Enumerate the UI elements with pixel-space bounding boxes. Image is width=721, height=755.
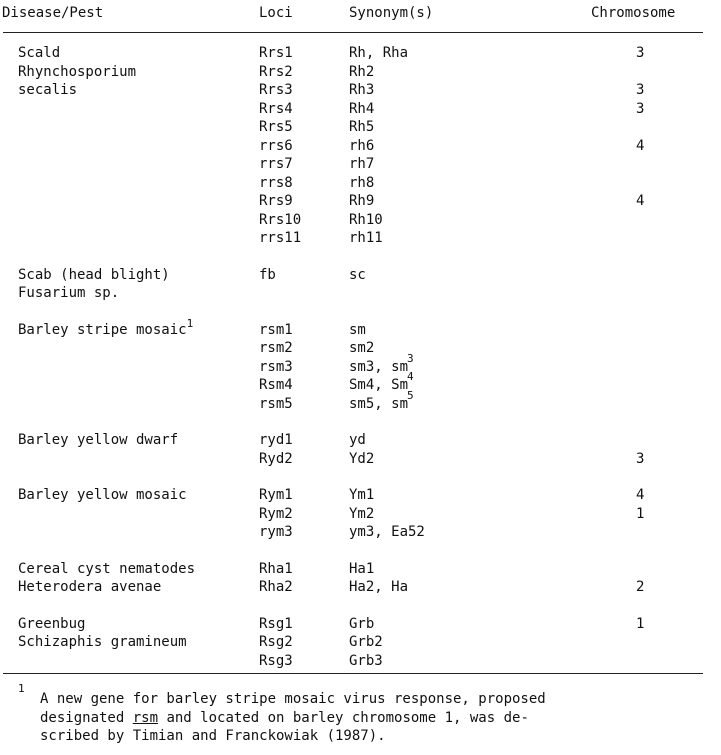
cell-disease [18,560,195,579]
cell-synonym [349,615,374,634]
cell-locus: Rrs3 [259,82,293,98]
synonym-superscript: 3 [407,351,414,365]
disease-text: secalis [18,82,78,98]
cell-synonym [349,155,374,174]
cell-disease [18,615,85,634]
table-group [0,431,721,468]
table-row [0,284,721,303]
synonym-text: Ym2 [349,505,375,522]
cell-locus: Rrs4 [259,100,293,117]
table-row [0,211,721,230]
table-row [0,100,721,119]
table-row [0,351,721,377]
synonym-text: Rh5 [349,119,375,135]
cell-disease [18,44,60,63]
cell-synonym [349,174,374,193]
cell-chromosome: 3 [636,450,645,467]
cell-disease [18,266,170,285]
synonym-text: sm5, sm [349,395,409,412]
cell-locus: rrs11 [259,230,302,246]
disease-text: Rhynchosporium [18,63,137,80]
cell-chromosome: 4 [636,137,645,154]
cell-locus: ryd1 [259,432,293,448]
disease-text: Scald [18,45,61,61]
header-rule [3,32,703,33]
synonym-text: sm2 [349,340,375,356]
synonym-text: Rh10 [349,211,383,228]
table-row [0,505,721,524]
cell-locus: Rrs9 [259,193,293,209]
synonym-text: rh8 [349,174,375,191]
cell-disease [18,81,77,100]
cell-synonym [349,351,414,378]
cell-synonym [349,505,374,524]
table-body [0,44,721,688]
table-group [0,486,721,542]
cell-synonym [349,266,366,285]
cell-chromosome: 2 [636,579,645,595]
synonym-text: Grb [349,615,375,632]
cell-synonym [349,211,383,230]
cell-locus: Rsg1 [259,615,293,632]
header-loci: Loci [259,5,293,21]
table-group [0,560,721,597]
table-group [0,266,721,303]
cell-chromosome: 4 [636,487,645,503]
cell-locus: Ryd2 [259,450,293,467]
cell-locus: Rrs1 [259,45,293,61]
cell-synonym [349,370,414,396]
cell-disease [18,633,187,652]
cell-synonym [349,81,374,100]
cell-synonym [349,523,425,542]
cell-locus: Rym2 [259,505,293,522]
footnote-line [40,709,712,728]
cell-synonym [349,63,374,82]
synonym-text: Rh, Rha [349,45,409,61]
table-row [0,229,721,248]
cell-locus: Rha2 [259,579,293,595]
cell-synonym [349,652,383,671]
cell-synonym [349,137,374,156]
cell-locus: fb [259,266,276,283]
cell-chromosome: 3 [636,82,645,98]
table-row [0,486,721,505]
table-row [0,523,721,542]
table-row [0,137,721,156]
synonym-text: Ha1 [349,560,375,577]
disease-text: Barley yellow mosaic [18,487,187,503]
cell-synonym [349,431,366,450]
synonym-text: sc [349,266,366,283]
table-row [0,192,721,211]
table-row [0,174,721,193]
cell-disease [18,316,194,341]
cell-synonym [349,450,374,469]
synonym-text: ym3, Ea52 [349,524,425,540]
table-row [0,633,721,652]
cell-chromosome: 3 [636,100,645,117]
disease-text: Cereal cyst nematodes [18,560,196,577]
cell-chromosome: 1 [636,615,645,632]
synonym-text: rh6 [349,137,375,154]
cell-locus: rrs7 [259,156,293,172]
cell-locus: rrs6 [259,137,293,154]
cell-locus: Rym1 [259,487,293,503]
cell-locus: Rrs5 [259,119,293,135]
cell-locus: rsm2 [259,340,293,356]
cell-locus: rym3 [259,524,293,540]
synonym-text: Rh9 [349,193,375,209]
table-group [0,316,721,414]
disease-text: Barley yellow dwarf [18,432,179,448]
cell-locus: rsm1 [259,321,293,338]
cell-disease [18,578,161,597]
synonym-text: Ha2, Ha [349,579,409,595]
footnote-gene-symbol: rsm [132,709,159,726]
table-row [0,118,721,137]
synonym-text: sm3, sm [349,358,409,375]
synonym-text: Grb3 [349,652,383,669]
table-header [0,4,721,24]
cell-locus: rsm3 [259,358,293,375]
cell-synonym [349,100,374,119]
table-row [0,339,721,358]
footnote-fragment: and located on barley chromosome 1, was de- [158,709,529,726]
cell-disease [18,63,136,82]
cell-synonym [349,388,414,415]
cell-locus: Rsm4 [259,377,293,393]
cell-locus: rsm5 [259,395,293,412]
table-row [0,370,721,395]
table-row [0,560,721,579]
disease-text: Schizaphis gramineum [18,634,187,650]
table-row [0,615,721,634]
table-row [0,316,721,340]
synonym-text: Ym1 [349,487,375,503]
footer-rule [3,673,703,674]
cell-synonym [349,321,366,340]
cell-synonym [349,192,374,211]
table-row [0,578,721,597]
cell-chromosome: 1 [636,505,645,522]
cell-locus: rrs8 [259,174,293,191]
cell-synonym [349,229,383,248]
footnote-fragment: designated [40,709,133,726]
cell-locus: Rha1 [259,560,293,577]
table-row [0,450,721,469]
cell-chromosome: 3 [636,45,645,61]
cell-locus: Rsg2 [259,634,293,650]
table-row [0,388,721,414]
cell-locus: Rrs10 [259,211,302,228]
disease-text: Fusarium sp. [18,285,120,301]
table-row [0,155,721,174]
cell-synonym [349,578,408,597]
table-group [0,44,721,248]
header-chromosome: Chromosome [591,5,676,21]
table-row [0,652,721,671]
table-row [0,44,721,63]
table-group [0,615,721,671]
table-row [0,81,721,100]
synonym-text: Sm4, Sm [349,377,409,393]
footnote-text [40,690,712,746]
disease-text: Scab (head blight) [18,266,170,283]
footnote-line: scribed by Timian and Franckowiak (1987). [40,728,386,744]
cell-synonym [349,339,374,358]
table-row [0,266,721,285]
cell-locus: Rsg3 [259,652,293,669]
synonym-text: yd [349,432,366,448]
cell-synonym [349,118,374,137]
table-row [0,431,721,450]
synonym-text: rh11 [349,230,383,246]
footnote-line: A new gene for barley stripe mosaic virus response, proposed [40,691,546,707]
synonym-text: rh7 [349,156,375,172]
disease-text: Heterodera avenae [18,579,162,595]
disease-text: Greenbug [18,615,86,632]
cell-synonym [349,560,374,579]
footnote-mark: 1 [18,682,25,695]
synonym-text: sm [349,321,366,338]
disease-text: Barley stripe mosaic [18,321,187,338]
cell-disease [18,431,178,450]
header-synonyms: Synonym(s) [349,5,434,21]
footnote-ref: 1 [186,316,194,330]
synonym-text: Grb2 [349,634,383,650]
synonym-text: Rh4 [349,100,375,117]
cell-disease [18,284,119,303]
synonym-superscript: 4 [407,370,414,383]
cell-synonym [349,44,408,63]
cell-chromosome: 4 [636,193,645,209]
synonym-superscript: 5 [407,388,414,402]
synonym-text: Rh2 [349,63,375,80]
synonym-text: Yd2 [349,450,375,467]
table-row [0,63,721,82]
cell-disease [18,486,187,505]
synonym-text: Rh3 [349,82,375,98]
cell-synonym [349,486,374,505]
cell-synonym [349,633,383,652]
header-disease: Disease/Pest [2,5,104,21]
cell-locus: Rrs2 [259,63,293,80]
